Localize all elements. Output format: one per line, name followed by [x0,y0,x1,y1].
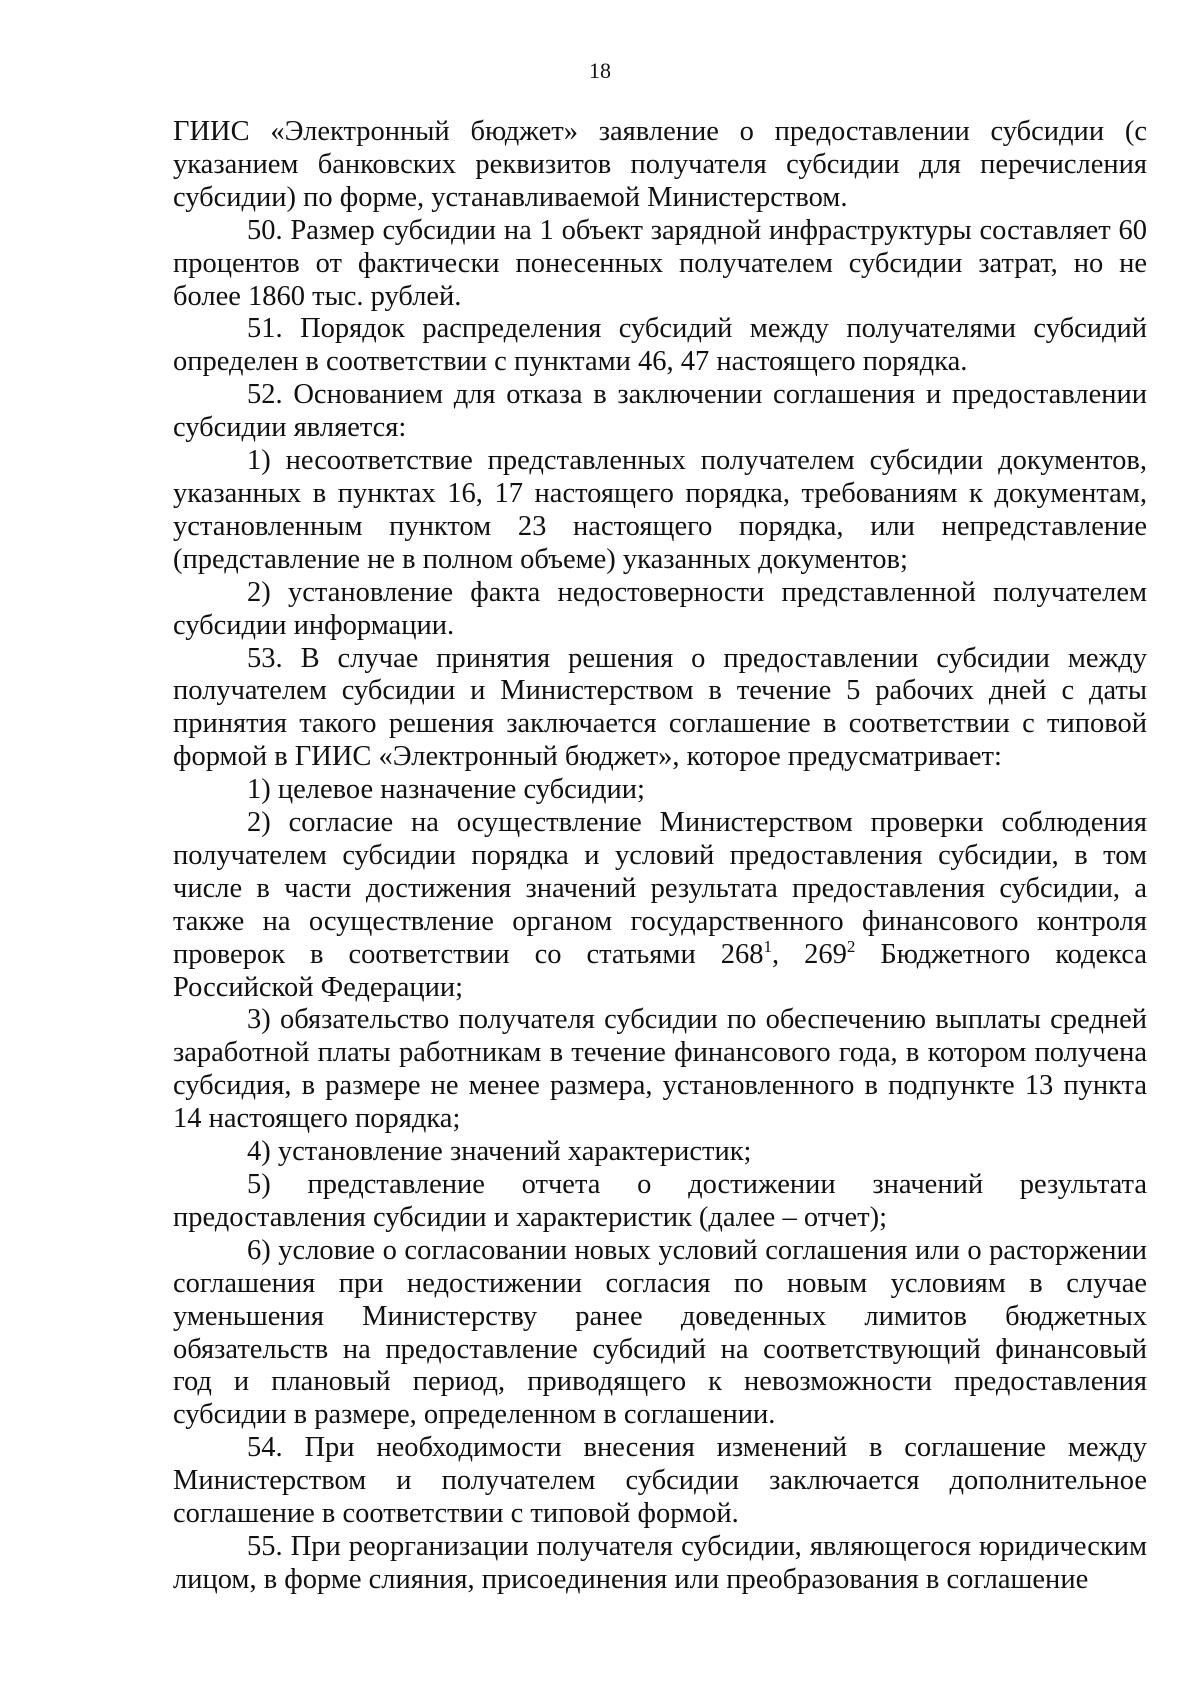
paragraph-53-item-2-text-a: 2) согласие на осуществление Министерством проверки соблюдения получателем субсидии порядка и условий предоставления субсидии, в том числе в части достижения значений результата предоставления субсидии, а также на осуществление органом государственного финансового контроля проверок в соответствии со статьями 268 [173,807,1147,970]
superscript-1: 1 [763,936,772,956]
page-number: 18 [589,58,611,83]
paragraph-54: 54. При необходимости внесения изменений в соглашение между Министерством и получателем субсидии заключается дополнительное соглашение в соответствии с типовой формой. [173,1432,1147,1530]
paragraph-52-item-1: 1) несоответствие представленных получателем субсидии документов, указанных в пунктах 16, 17 настоящего порядка, требованиям к документам, установленным пунктом 23 настоящего порядка, или непредставление (представление не в полном объеме) указанных документов; [173,445,1147,575]
paragraph-53-item-1: 1) целевое назначение субсидии; [247,774,645,806]
paragraph-55: 55. При реорганизации получателя субсидии, являющегося юридическим лицом, в форме слияния, присоединения или преобразования в соглашение [173,1530,1147,1595]
paragraph-53-item-5: 5) представление отчета о достижении значений результата предоставления субсидии и характеристик (далее – отчет); [173,1169,1147,1233]
document-body [173,116,1147,1597]
paragraph-51: 51. Порядок распределения субсидий между получателями субсидий определен в соответствии с пунктами 46, 47 настоящего порядка. [173,313,1147,378]
paragraph-53-item-2-text-c: Бюджетного кодекса Российской Федерации; [173,938,1147,1003]
paragraph-53-item-2 [173,807,1147,1004]
paragraph-52-item-2: 2) установление факта недостоверности представленной получателем субсидии информации. [173,576,1147,641]
paragraph-52: 52. Основанием для отказа в заключении соглашения и предоставлении субсидии является: [173,379,1147,444]
paragraph-continuation: ГИИС «Электронный бюджет» заявление о предоставлении субсидии (с указанием банковских реквизитов получателя субсидии для перечисления субсидии) по форме, устанавливаемой Министерством. [173,116,1147,213]
paragraph-53: 53. В случае принятия решения о предоставлении субсидии между получателем субсидии и Министерством в течение 5 рабочих дней с даты принятия такого решения заключается соглашение в соответствии с типовой формой в ГИИС «Электронный бюджет», которое предусматривает: [173,642,1147,773]
paragraph-53-item-3: 3) обязательство получателя субсидии по обеспечению выплаты средней заработной платы работникам в течение финансового года, в котором получена субсидия, в размере не менее размера, установленного в подпункте 13 пункта 14 настоящего порядка; [173,1004,1147,1135]
paragraph-53-item-6: 6) условие о согласовании новых условий соглашения или о расторжении соглашения при недостижении согласия по новым условиям в случае уменьшения Министерству ранее доведенных лимитов бюджетных обязательств на предоставление субсидий на соответствующий финансовый год и плановый период, приводящего к невозможности предоставления субсидии в размере, определенном в соглашении. [173,1234,1147,1431]
paragraph-50: 50. Размер субсидии на 1 объект зарядной инфраструктуры составляет 60 процентов от фактически понесенных получателем субсидии затрат, но не более 1860 тыс. рублей. [173,214,1147,312]
paragraph-53-item-2-text-b: , 269 [771,938,847,970]
paragraph-53-item-4: 4) установление значений характеристик; [247,1136,752,1168]
superscript-2: 2 [846,936,856,956]
